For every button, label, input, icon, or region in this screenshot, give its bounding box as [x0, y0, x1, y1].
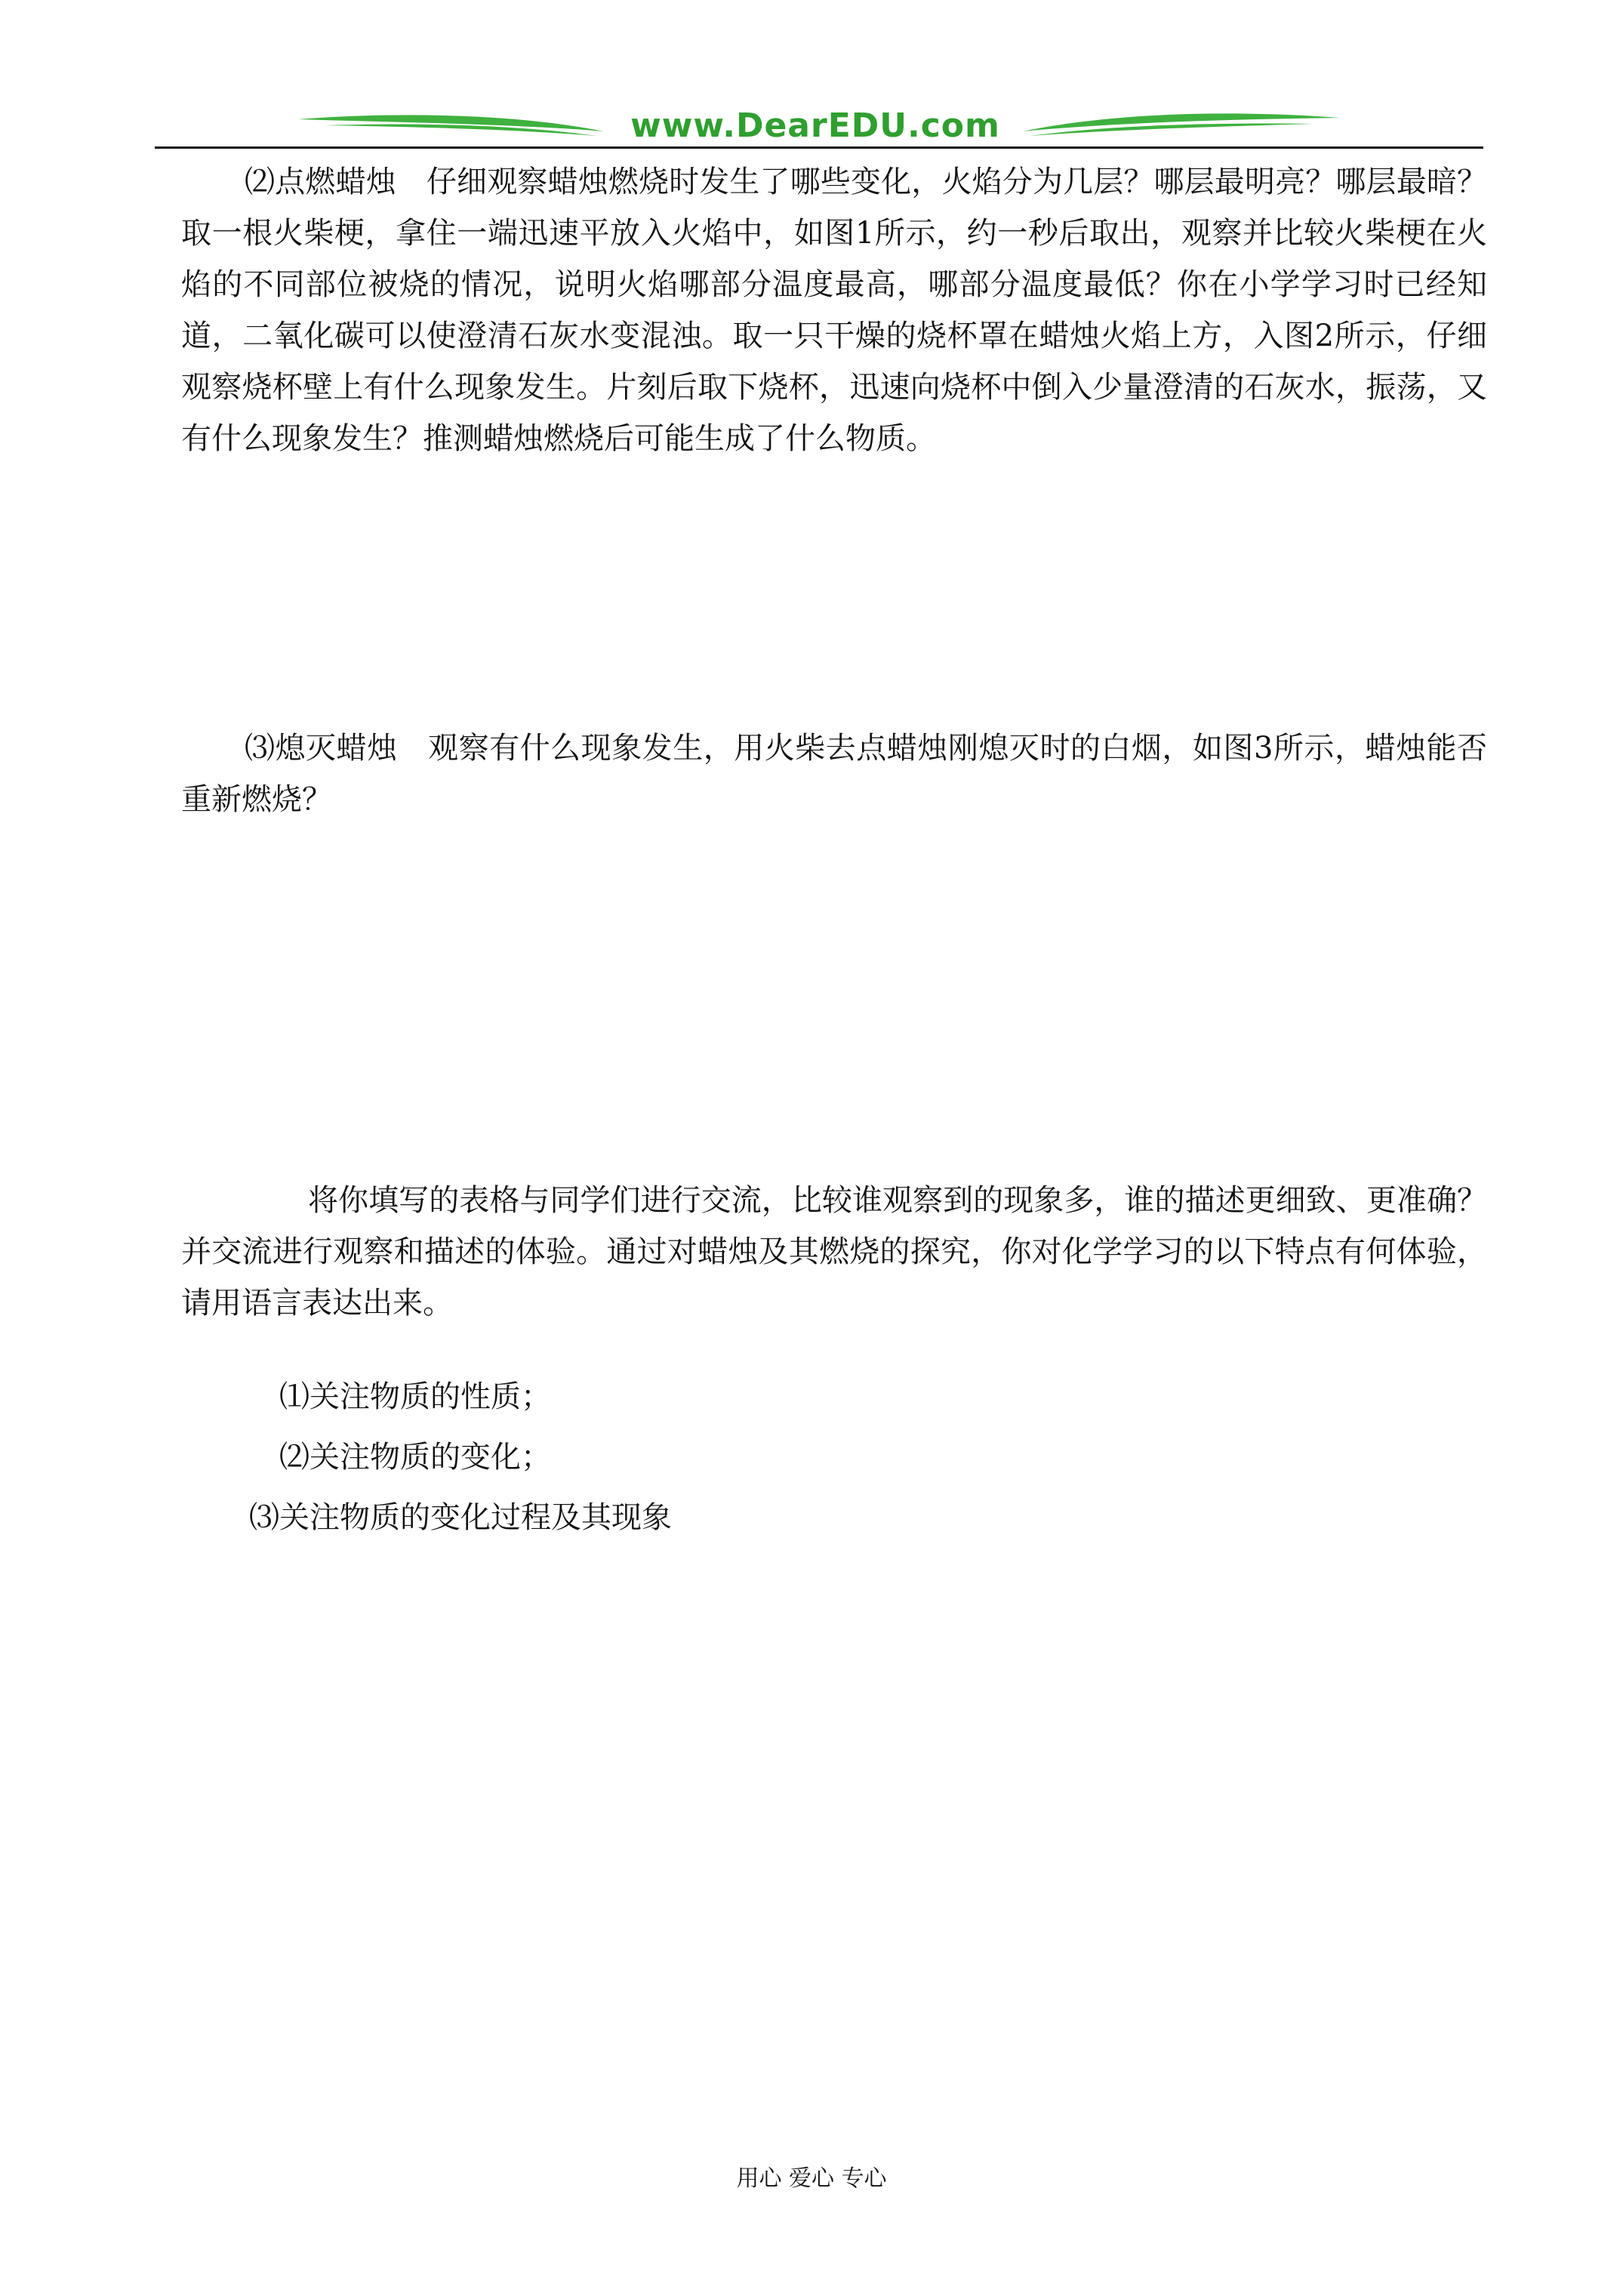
right-swoosh	[1023, 113, 1340, 131]
page-footer: 用心 爱心 专心	[736, 2165, 887, 2192]
site-logo-text: www.DearEDU.com	[630, 106, 1000, 145]
header-rule	[155, 146, 1483, 149]
list-item: ⑴关注物质的性质；	[279, 1379, 551, 1414]
page-header	[0, 98, 1623, 151]
paragraph-light-candle: ⑵点燃蜡烛 仔细观察蜡烛燃烧时发生了哪些变化，火焰分为几层？哪层最明亮？哪层最暗？取一根火柴梗，拿住一端迅速平放入火焰中，如图1所示，约一秒后取出，观察并比较火柴梗在火焰的不同部位被烧的情况，说明火焰哪部分温度最高，哪部分温度最低？你在小学学习时已经知道，二氧化碳可以使澄清石灰水变混浊。取一只干燥的烧杯罩在蜡烛火焰上方，入图2所示，仔细观察烧杯壁上有什么现象发生。片刻后取下烧杯，迅速向烧杯中倒入少量澄清的石灰水，振荡，又有什么现象发生？推测蜡烛燃烧后可能生成了什么物质。	[181, 165, 1487, 456]
list-item: ⑵关注物质的变化；	[279, 1440, 551, 1475]
paragraph-exchange-discussion: 将你填写的表格与同学们进行交流，比较谁观察到的现象多，谁的描述更细致、更准确？并交流进行观察和描述的体验。通过对蜡烛及其燃烧的探究，你对化学学习的以下特点有何体验，请用语言表达出来。	[181, 1183, 1487, 1321]
paragraph-extinguish-candle: ⑶熄灭蜡烛 观察有什么现象发生，用火柴去点蜡烛刚熄灭时的白烟，如图3所示，蜡烛能否重新燃烧？	[181, 731, 1487, 817]
left-swoosh	[298, 115, 604, 131]
list-item: ⑶关注物质的变化过程及其现象	[249, 1500, 672, 1535]
